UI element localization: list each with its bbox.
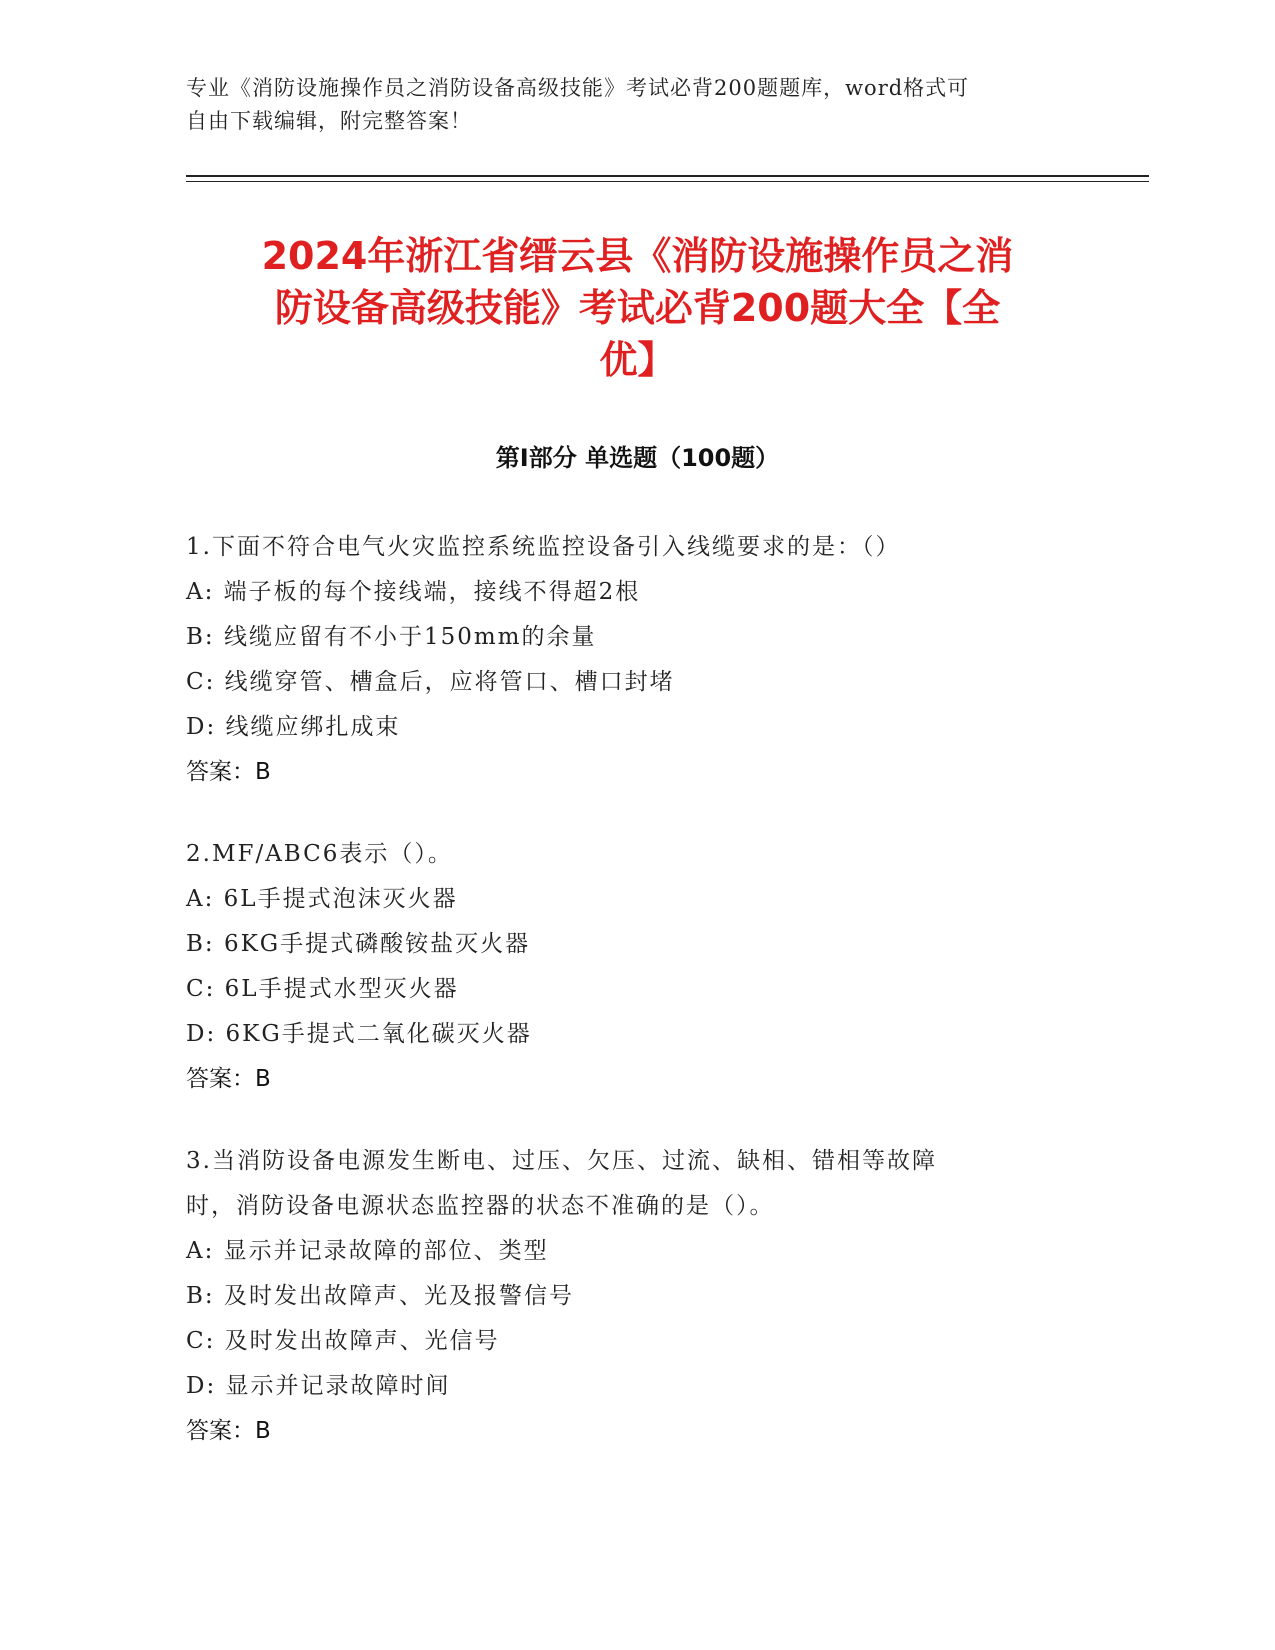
question-text: 2.MF/ABC6表示（）。 xyxy=(186,841,453,867)
section-heading: 第I部分 单选题（100题） xyxy=(495,444,780,472)
title-line-3: 优】 xyxy=(599,338,676,382)
option-d: D: 显示并记录故障时间 xyxy=(186,1373,451,1399)
option-d: D: 线缆应绑扎成束 xyxy=(186,714,401,740)
question-1 xyxy=(186,525,1086,795)
option-c: C: 及时发出故障声、光信号 xyxy=(186,1328,500,1354)
header-rule-thick xyxy=(186,175,1149,177)
question-text: 1.下面不符合电气火灾监控系统监控设备引入线缆要求的是：（） xyxy=(186,534,901,560)
question-3 xyxy=(186,1139,1086,1454)
title-line-2: 防设备高级技能》考试必背200题大全【全 xyxy=(274,286,1001,330)
option-c: C: 线缆穿管、槽盒后，应将管口、槽口封堵 xyxy=(186,669,675,695)
title-line-1: 2024年浙江省缙云县《消防设施操作员之消 xyxy=(261,234,1014,278)
question-list xyxy=(186,525,1086,1491)
document-title xyxy=(140,230,1135,386)
option-b: B: 线缆应留有不小于150mm的余量 xyxy=(186,624,597,650)
option-d: D: 6KG手提式二氧化碳灭火器 xyxy=(186,1021,532,1047)
option-b: B: 6KG手提式磷酸铵盐灭火器 xyxy=(186,931,531,957)
header-note xyxy=(186,72,1086,138)
option-a: A: 端子板的每个接线端，接线不得超2根 xyxy=(186,579,641,605)
header-note-line-2: 自由下载编辑，附完整答案！ xyxy=(186,109,472,133)
option-b: B: 及时发出故障声、光及报警信号 xyxy=(186,1283,574,1309)
option-c: C: 6L手提式水型灭火器 xyxy=(186,976,459,1002)
answer: 答案：B xyxy=(186,1066,271,1092)
header-note-line-1: 专业《消防设施操作员之消防设备高级技能》考试必背200题题库，word格式可 xyxy=(186,76,970,100)
option-a: A: 显示并记录故障的部位、类型 xyxy=(186,1238,549,1264)
answer: 答案：B xyxy=(186,759,271,785)
answer: 答案：B xyxy=(186,1418,271,1444)
option-a: A: 6L手提式泡沫灭火器 xyxy=(186,886,458,912)
header-rule-thin xyxy=(186,181,1149,182)
question-text-line-1: 3.当消防设备电源发生断电、过压、欠压、过流、缺相、错相等故障 xyxy=(186,1148,937,1174)
question-2 xyxy=(186,832,1086,1102)
question-text-line-2: 时，消防设备电源状态监控器的状态不准确的是（）。 xyxy=(186,1193,775,1219)
